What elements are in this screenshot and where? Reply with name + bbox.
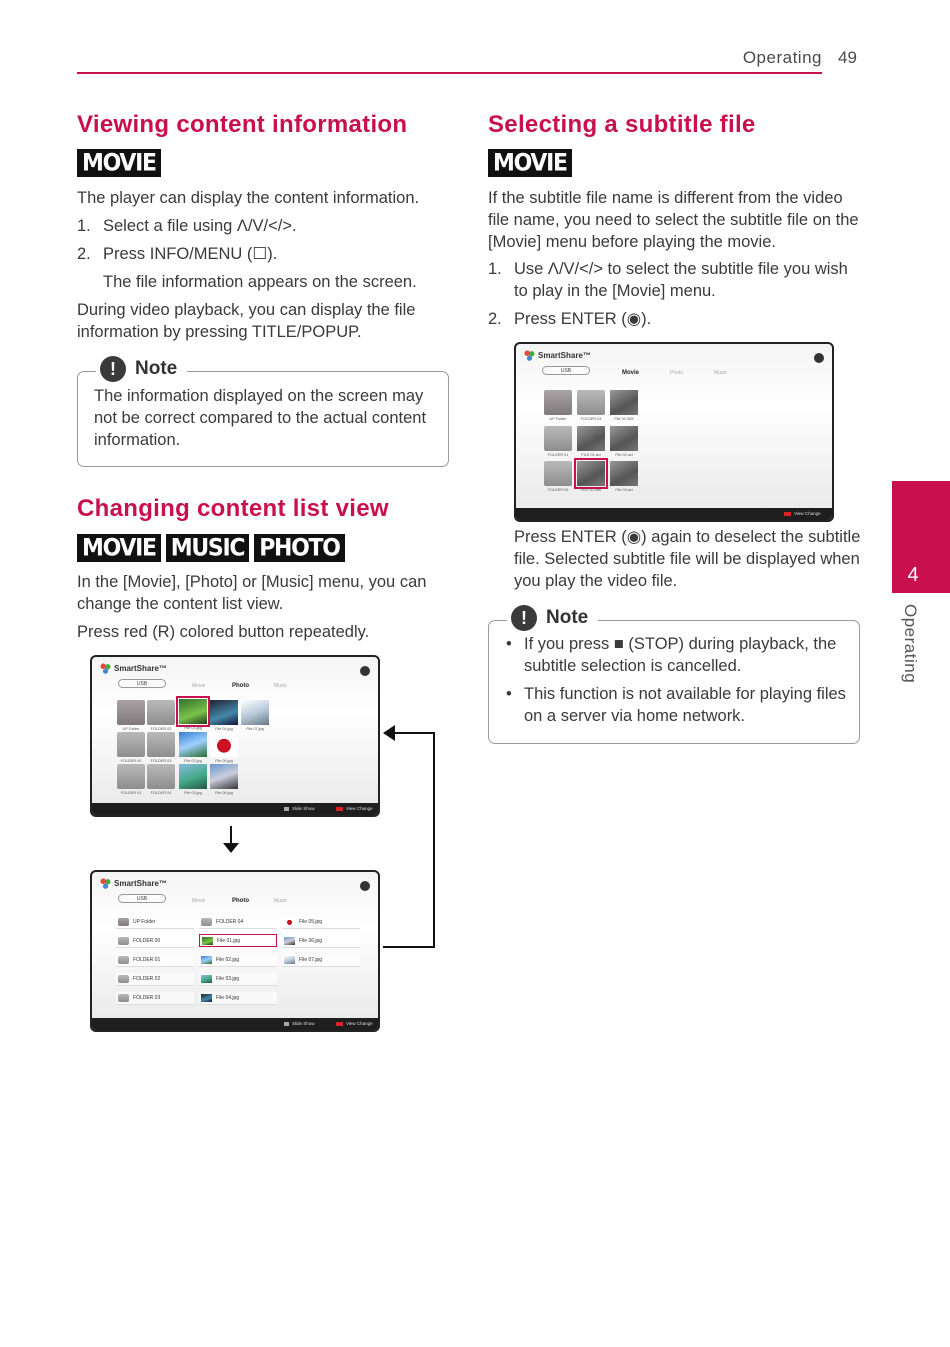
note-title: Note [546, 607, 589, 628]
paragraph: In the [Movie], [Photo] or [Music] menu, you can change the content list view. [77, 573, 427, 613]
list-row: FOLDER 00 [116, 935, 194, 948]
screen-footer: Slide Show View Change [92, 803, 378, 815]
exclamation-icon: ! [511, 605, 537, 631]
grid-tile: File 05.jpg [210, 732, 238, 757]
arrow-loop [393, 732, 435, 734]
smartshare-logo: SmartShare™ [100, 878, 167, 889]
chapter-tab [892, 481, 950, 593]
note-header [507, 605, 598, 631]
grid-tile: File 07.jpg [241, 700, 269, 725]
paragraph: The player can display the content information. [77, 189, 420, 207]
step-detail: The file information appears on the screen. [103, 273, 417, 291]
badge-row [488, 149, 572, 177]
exclamation-icon: ! [100, 356, 126, 382]
grid-tile: FOLDER 02 [147, 700, 175, 725]
list-row: FOLDER 02 [116, 973, 194, 986]
list-item: 2. Press ENTER (◉). [488, 310, 652, 328]
grid-tile: UP Folder [544, 390, 572, 415]
list-row: File 03.jpg [199, 973, 277, 986]
screen-footer: View Change [516, 508, 832, 520]
list-row: File 02.jpg [199, 954, 277, 967]
paragraph: During video playback, you can display the file information by pressing TITLE/POPUP. [77, 301, 416, 341]
grid-tile: File 03.avi [610, 461, 638, 486]
paragraph: If the subtitle file name is different from the video file name, you need to select the subtitle file on the [Movie] menu before playing the movie. [488, 189, 859, 251]
note-header [96, 356, 187, 382]
list-item: 1. Select a file using Λ/V/</>. [77, 217, 297, 235]
list-row: FOLDER 04 [199, 916, 277, 929]
list-row: File 07.jpg [282, 954, 360, 967]
page-number: 49 [838, 48, 857, 67]
list-item: 2. Press INFO/MENU (☐). [77, 245, 278, 263]
paragraph: Press red (R) colored button repeatedly. [77, 623, 370, 641]
list-row: FOLDER 01 [116, 954, 194, 967]
grid-tile: File 06.jpg [210, 764, 238, 789]
heading-changing-content-list-view: Changing content list view [77, 495, 389, 522]
note-box [488, 607, 860, 744]
grid-tile: FOLDER 04 [147, 764, 175, 789]
smartshare-logo: SmartShare™ [524, 350, 591, 361]
heading-selecting-subtitle-file: Selecting a subtitle file [488, 111, 756, 138]
heading-viewing-content-information: Viewing content information [77, 111, 408, 138]
chapter-number: 4 [907, 564, 919, 586]
grid-tile: FILE 01.smi [577, 461, 605, 486]
badge-row [77, 534, 345, 562]
grid-tile: FOLDER 01 [544, 426, 572, 451]
music-badge: MUSIC [166, 534, 249, 562]
grid-tile: File 02.jpg [179, 732, 207, 757]
screenshot-thumbnail-view [90, 655, 380, 817]
grid-tile: File 01.jpg [179, 699, 207, 724]
screenshot-list-view [90, 870, 380, 1032]
arrow-left-head [383, 725, 395, 741]
note-box [77, 358, 449, 467]
grid-tile: FOLDER 00 [117, 732, 145, 757]
grid-tile: File 03.jpg [179, 764, 207, 789]
smartshare-logo: SmartShare™ [100, 663, 167, 674]
page-header [77, 46, 822, 74]
note-bullet: • If you press ■ (STOP) during playback, the subtitle selection is cancelled. [506, 635, 837, 675]
grid-tile: FOLDER 01 [117, 764, 145, 789]
photo-badge: PHOTO [254, 534, 344, 562]
movie-badge: MOVIE [77, 149, 161, 177]
note-title: Note [135, 358, 178, 379]
badge-row [77, 149, 161, 177]
arrow-down [230, 826, 232, 844]
back-icon [360, 881, 370, 891]
screen-tabs: Movie Photo Music [192, 683, 288, 689]
arrow-down-head [223, 843, 239, 853]
back-icon [360, 666, 370, 676]
paragraph: Press ENTER (◉) again to deselect the subtitle file. Selected subtitle file will be displayed when you play the video file. [514, 528, 861, 590]
movie-badge: MOVIE [77, 534, 161, 562]
note-text: The information displayed on the screen may not be correct compared to the actual content information. [94, 387, 427, 449]
screenshot-movie-subtitle [514, 342, 834, 522]
screen-footer: Slide Show View Change [92, 1018, 378, 1030]
note-bullet: • This function is not available for playing files on a server via home network. [506, 685, 846, 725]
arrow-loop [433, 732, 435, 948]
grid-tile: File 02.SMI [610, 390, 638, 415]
arrow-loop [383, 946, 435, 948]
screen-tabs: Movie Photo Music [192, 898, 288, 904]
list-row: File 05.jpg [282, 916, 360, 929]
list-row-selected: File 01.jpg [199, 934, 277, 947]
grid-tile: FOLDER 03 [147, 732, 175, 757]
grid-tile: FOLDER 02 [544, 461, 572, 486]
list-item: 1. Use Λ/V/</> to select the subtitle file you wish to play in the [Movie] menu. [488, 260, 848, 300]
section-name: Operating [742, 48, 822, 67]
grid-tile: FILE 01.avi [577, 426, 605, 451]
screen-tabs: Movie Photo Music [622, 370, 728, 376]
grid-tile: File 02.avi [610, 426, 638, 451]
grid-tile: UP Folder [117, 700, 145, 725]
grid-tile: FOLDER 03 [577, 390, 605, 415]
usb-label: USB [542, 366, 590, 375]
grid-tile: File 04.jpg [210, 700, 238, 725]
list-row: FOLDER 03 [116, 992, 194, 1005]
list-row: UP Folder [116, 916, 194, 929]
chapter-label: Operating [901, 604, 920, 684]
list-row: File 04.jpg [199, 992, 277, 1005]
list-row: File 06.jpg [282, 935, 360, 948]
usb-label: USB [118, 894, 166, 903]
usb-label: USB [118, 679, 166, 688]
back-icon [814, 353, 824, 363]
movie-badge: MOVIE [488, 149, 572, 177]
